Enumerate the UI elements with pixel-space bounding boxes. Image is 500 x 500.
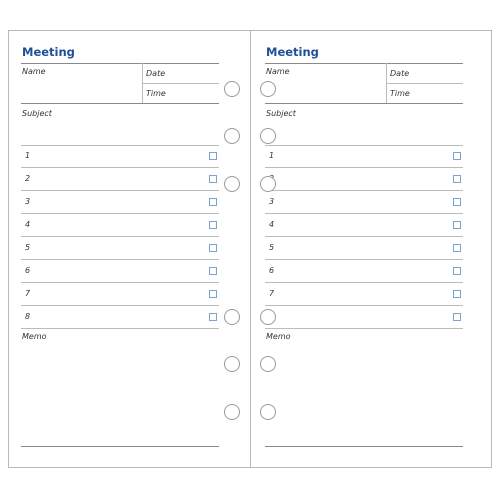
agenda-item-number: 4: [269, 220, 275, 229]
agenda-item-checkbox[interactable]: [453, 175, 461, 183]
memo-bottom-rule: [265, 446, 463, 447]
agenda-item-checkbox[interactable]: [453, 152, 461, 160]
time-label: Time: [390, 89, 410, 98]
agenda-item-checkbox[interactable]: [453, 313, 461, 321]
agenda-item-rule: [21, 190, 219, 191]
binder-hole-left-page: [224, 404, 240, 420]
binder-hole-left-page: [224, 309, 240, 325]
agenda-item-rule: [265, 328, 463, 329]
agenda-item-number: 2: [25, 174, 31, 183]
binder-hole-right-page: [260, 81, 276, 97]
agenda-item-rule: [21, 167, 219, 168]
agenda-item-number: 6: [269, 266, 275, 275]
memo-label: Memo: [266, 332, 291, 341]
binder-hole-right-page: [260, 176, 276, 192]
agenda-item-rule: [21, 259, 219, 260]
agenda-item-number: 5: [25, 243, 31, 252]
agenda-item-rule: [21, 305, 219, 306]
agenda-item-checkbox[interactable]: [209, 221, 217, 229]
agenda-item-number: 1: [269, 151, 275, 160]
agenda-item-checkbox[interactable]: [453, 290, 461, 298]
page-title: Meeting: [22, 45, 75, 59]
agenda-item-checkbox[interactable]: [209, 290, 217, 298]
subject-label: Subject: [22, 109, 52, 118]
agenda-item-rule: [265, 213, 463, 214]
agenda-item-rule: [265, 236, 463, 237]
subject-rule: [265, 145, 463, 146]
agenda-item-number: 1: [25, 151, 31, 160]
memo-bottom-rule: [21, 446, 219, 447]
agenda-item-rule: [21, 213, 219, 214]
agenda-item-checkbox[interactable]: [209, 175, 217, 183]
agenda-item-checkbox[interactable]: [453, 267, 461, 275]
agenda-item-checkbox[interactable]: [209, 198, 217, 206]
agenda-item-checkbox[interactable]: [209, 244, 217, 252]
subject-rule: [21, 145, 219, 146]
memo-label: Memo: [22, 332, 47, 341]
header-top-rule: [21, 63, 219, 64]
date-label: Date: [390, 69, 410, 78]
header-bottom-rule: [21, 103, 219, 104]
subject-label: Subject: [266, 109, 296, 118]
date-time-rule: [386, 83, 463, 84]
agenda-item-number: 3: [25, 197, 31, 206]
agenda-item-checkbox[interactable]: [453, 198, 461, 206]
name-label: Name: [22, 67, 46, 76]
binder-hole-left-page: [224, 81, 240, 97]
page-title: Meeting: [266, 45, 319, 59]
agenda-item-checkbox[interactable]: [209, 313, 217, 321]
binder-hole-left-page: [224, 128, 240, 144]
right-page: [250, 31, 493, 467]
binder-hole-right-page: [260, 128, 276, 144]
agenda-item-rule: [265, 305, 463, 306]
agenda-item-number: 6: [25, 266, 31, 275]
name-label: Name: [266, 67, 290, 76]
time-label: Time: [146, 89, 166, 98]
agenda-item-number: 4: [25, 220, 31, 229]
binder-hole-left-page: [224, 356, 240, 372]
agenda-item-number: 8: [25, 312, 31, 321]
agenda-item-rule: [265, 167, 463, 168]
binder-hole-right-page: [260, 404, 276, 420]
date-time-rule: [142, 83, 219, 84]
agenda-item-checkbox[interactable]: [453, 244, 461, 252]
planner-spread: [8, 30, 492, 468]
header-bottom-rule: [265, 103, 463, 104]
agenda-item-rule: [265, 259, 463, 260]
agenda-item-number: 7: [269, 289, 275, 298]
agenda-item-rule: [265, 190, 463, 191]
binder-hole-right-page: [260, 309, 276, 325]
agenda-item-rule: [265, 282, 463, 283]
left-page: [9, 31, 251, 467]
agenda-item-number: 5: [269, 243, 275, 252]
binder-hole-left-page: [224, 176, 240, 192]
agenda-item-checkbox[interactable]: [453, 221, 461, 229]
agenda-item-rule: [21, 328, 219, 329]
binder-hole-right-page: [260, 356, 276, 372]
agenda-item-rule: [21, 236, 219, 237]
agenda-item-number: 7: [25, 289, 31, 298]
agenda-item-checkbox[interactable]: [209, 267, 217, 275]
header-top-rule: [265, 63, 463, 64]
agenda-item-rule: [21, 282, 219, 283]
date-label: Date: [146, 69, 166, 78]
agenda-item-number: 3: [269, 197, 275, 206]
agenda-item-checkbox[interactable]: [209, 152, 217, 160]
